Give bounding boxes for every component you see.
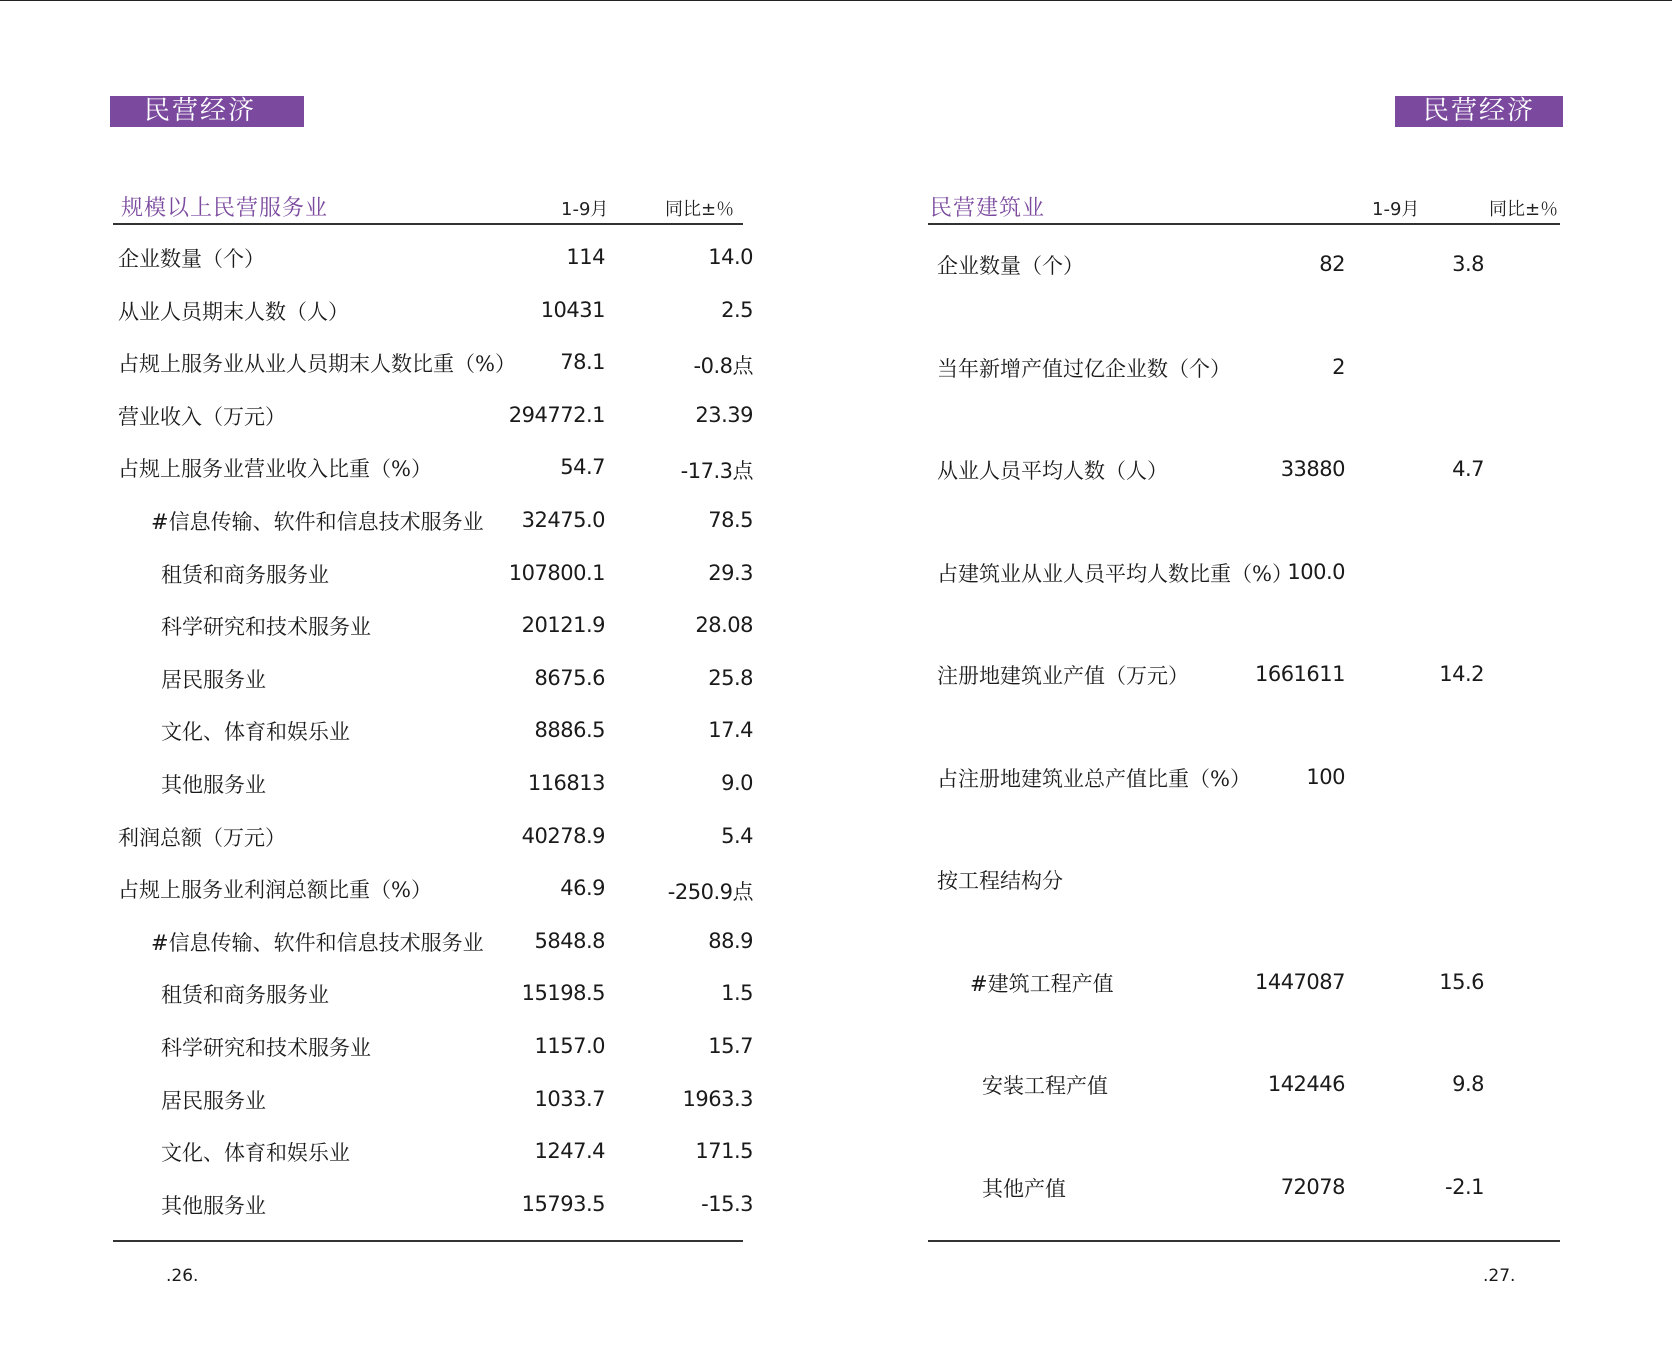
right-table-header bbox=[928, 187, 1560, 223]
row-value-yoy: -0.8点 bbox=[693, 354, 753, 379]
row-label: 占规上服务业营业收入比重（%） bbox=[118, 457, 432, 482]
row-value-period: 100 bbox=[1306, 764, 1345, 789]
row-label: #信息传输、软件和信息技术服务业 bbox=[151, 930, 484, 955]
row-label: 从业人员期末人数（人） bbox=[118, 299, 349, 324]
row-value-yoy: -17.3点 bbox=[680, 459, 753, 484]
table-row bbox=[113, 1190, 753, 1220]
row-value-period: 32475.0 bbox=[521, 508, 605, 532]
table-row bbox=[113, 506, 753, 536]
row-value-period: 15198.5 bbox=[521, 981, 605, 1006]
row-value-yoy: 9.0 bbox=[721, 771, 753, 795]
row-value-period: 10431 bbox=[540, 297, 605, 322]
row-label: 科学研究和技术服务业 bbox=[161, 1036, 371, 1060]
row-value-period: 78.1 bbox=[560, 350, 605, 375]
left-header-rule bbox=[113, 223, 743, 225]
row-label: 其他产值 bbox=[982, 1176, 1066, 1201]
row-value-period: 46.9 bbox=[560, 876, 605, 901]
table-row bbox=[113, 296, 753, 326]
table-row bbox=[113, 874, 753, 904]
table-row bbox=[928, 763, 1558, 793]
row-label: 租赁和商务服务业 bbox=[161, 562, 329, 587]
page-number-right: .27. bbox=[1483, 1266, 1516, 1286]
row-value-yoy: 1.5 bbox=[721, 981, 753, 1006]
page-number-left: .26. bbox=[166, 1266, 199, 1286]
row-label: 其他服务业 bbox=[161, 773, 266, 797]
left-bottom-rule bbox=[113, 1240, 743, 1242]
row-value-period: 1247.4 bbox=[534, 1139, 605, 1164]
table-row bbox=[928, 968, 1558, 998]
table-row bbox=[928, 558, 1558, 588]
table-row bbox=[113, 664, 753, 694]
row-label: 企业数量（个） bbox=[937, 254, 1084, 278]
right-header-rule bbox=[928, 223, 1560, 225]
table-row bbox=[113, 927, 753, 957]
row-label: 租赁和商务服务业 bbox=[161, 983, 329, 1008]
table-row bbox=[113, 243, 753, 273]
row-value-yoy: 5.4 bbox=[721, 823, 753, 848]
table-row bbox=[113, 822, 753, 852]
row-value-period: 142446 bbox=[1267, 1072, 1345, 1096]
row-value-period: 116813 bbox=[527, 771, 605, 795]
row-label: 营业收入（万元） bbox=[118, 404, 286, 429]
row-value-period: 2 bbox=[1332, 354, 1345, 379]
row-label: 企业数量（个） bbox=[118, 247, 265, 271]
table-row bbox=[113, 401, 753, 431]
table-row bbox=[113, 1137, 753, 1167]
row-value-yoy: 171.5 bbox=[695, 1139, 753, 1164]
table-row bbox=[928, 660, 1558, 690]
left-table-title: 规模以上民营服务业 bbox=[121, 196, 329, 221]
top-border bbox=[0, 0, 1672, 1]
right-table-title: 民营建筑业 bbox=[930, 196, 1046, 221]
row-label: 利润总额（万元） bbox=[118, 825, 286, 850]
row-label: 文化、体育和娱乐业 bbox=[161, 1141, 350, 1166]
table-row bbox=[113, 716, 753, 746]
row-value-period: 114 bbox=[566, 245, 605, 269]
section-banner-right: 民营经济 bbox=[1395, 96, 1563, 127]
row-value-period: 8886.5 bbox=[534, 718, 605, 743]
table-row bbox=[113, 979, 753, 1009]
table-row bbox=[928, 455, 1558, 485]
section-banner-left: 民营经济 bbox=[110, 96, 304, 127]
row-value-yoy: 88.9 bbox=[708, 928, 753, 953]
row-label: 注册地建筑业产值（万元） bbox=[937, 664, 1189, 688]
left-table-header bbox=[113, 187, 743, 223]
row-value-yoy: 15.7 bbox=[708, 1034, 753, 1058]
row-value-yoy: 23.39 bbox=[695, 402, 753, 427]
row-label: 文化、体育和娱乐业 bbox=[161, 720, 350, 745]
row-value-period: 82 bbox=[1319, 252, 1345, 276]
right-bottom-rule bbox=[928, 1240, 1560, 1242]
row-value-period: 72078 bbox=[1280, 1174, 1345, 1199]
row-value-yoy: 2.5 bbox=[721, 297, 753, 322]
table-row bbox=[928, 1173, 1558, 1203]
table-row bbox=[113, 611, 753, 641]
table-row bbox=[113, 348, 753, 378]
table-row bbox=[928, 865, 1558, 895]
row-label: 居民服务业 bbox=[161, 1088, 266, 1113]
row-label: #信息传输、软件和信息技术服务业 bbox=[151, 510, 484, 534]
row-value-yoy: 9.8 bbox=[1452, 1072, 1484, 1096]
row-value-period: 1033.7 bbox=[534, 1086, 605, 1111]
row-label: 占规上服务业利润总额比重（%） bbox=[118, 878, 432, 903]
row-value-yoy: 3.8 bbox=[1452, 252, 1484, 276]
row-label: 按工程结构分 bbox=[937, 869, 1063, 893]
row-value-period: 1157.0 bbox=[534, 1034, 605, 1058]
table-row bbox=[928, 1070, 1558, 1100]
table-row bbox=[928, 353, 1558, 383]
row-value-yoy: 29.3 bbox=[708, 560, 753, 585]
row-value-yoy: -15.3 bbox=[701, 1191, 753, 1216]
row-value-period: 100.0 bbox=[1287, 559, 1345, 584]
row-value-yoy: 25.8 bbox=[708, 665, 753, 690]
row-value-yoy: 4.7 bbox=[1452, 457, 1484, 481]
table-row bbox=[113, 1085, 753, 1115]
row-label: 科学研究和技术服务业 bbox=[161, 615, 371, 640]
right-col-period: 1-9月 bbox=[1372, 199, 1420, 220]
row-value-period: 5848.8 bbox=[534, 928, 605, 953]
table-row bbox=[113, 769, 753, 799]
row-value-period: 1661611 bbox=[1254, 662, 1345, 686]
row-label: 占规上服务业从业人员期末人数比重（%） bbox=[118, 352, 516, 377]
row-value-yoy: 14.0 bbox=[708, 245, 753, 269]
row-value-yoy: 1963.3 bbox=[682, 1086, 753, 1111]
row-label: 占注册地建筑业总产值比重（%） bbox=[937, 766, 1251, 791]
row-value-yoy: 78.5 bbox=[708, 508, 753, 532]
row-value-yoy: 17.4 bbox=[708, 718, 753, 743]
row-value-yoy: 28.08 bbox=[695, 613, 753, 638]
row-label: 占建筑业从业人员平均人数比重（%） bbox=[937, 561, 1293, 586]
row-value-yoy: -2.1 bbox=[1445, 1174, 1484, 1199]
row-value-period: 33880 bbox=[1280, 457, 1345, 481]
row-label: #建筑工程产值 bbox=[970, 971, 1114, 996]
row-value-yoy: 14.2 bbox=[1439, 662, 1484, 686]
row-label: 从业人员平均人数（人） bbox=[937, 459, 1168, 483]
row-label: 其他服务业 bbox=[161, 1193, 266, 1218]
right-col-yoy: 同比±％ bbox=[1489, 199, 1559, 220]
row-value-yoy: 15.6 bbox=[1439, 969, 1484, 994]
table-row bbox=[928, 250, 1558, 280]
left-col-period: 1-9月 bbox=[561, 199, 609, 220]
row-value-yoy: -250.9点 bbox=[667, 880, 753, 905]
row-value-period: 40278.9 bbox=[521, 823, 605, 848]
row-label: 居民服务业 bbox=[161, 667, 266, 692]
row-value-period: 294772.1 bbox=[508, 402, 605, 427]
row-value-period: 107800.1 bbox=[508, 560, 605, 585]
table-row bbox=[113, 559, 753, 589]
left-col-yoy: 同比±％ bbox=[665, 199, 735, 220]
table-row bbox=[113, 453, 753, 483]
row-value-period: 8675.6 bbox=[534, 665, 605, 690]
row-label: 安装工程产值 bbox=[982, 1074, 1108, 1098]
row-value-period: 1447087 bbox=[1254, 969, 1345, 994]
row-label: 当年新增产值过亿企业数（个） bbox=[937, 356, 1231, 381]
row-value-period: 20121.9 bbox=[521, 613, 605, 638]
row-value-period: 54.7 bbox=[560, 455, 605, 480]
row-value-period: 15793.5 bbox=[521, 1191, 605, 1216]
table-row bbox=[113, 1032, 753, 1062]
